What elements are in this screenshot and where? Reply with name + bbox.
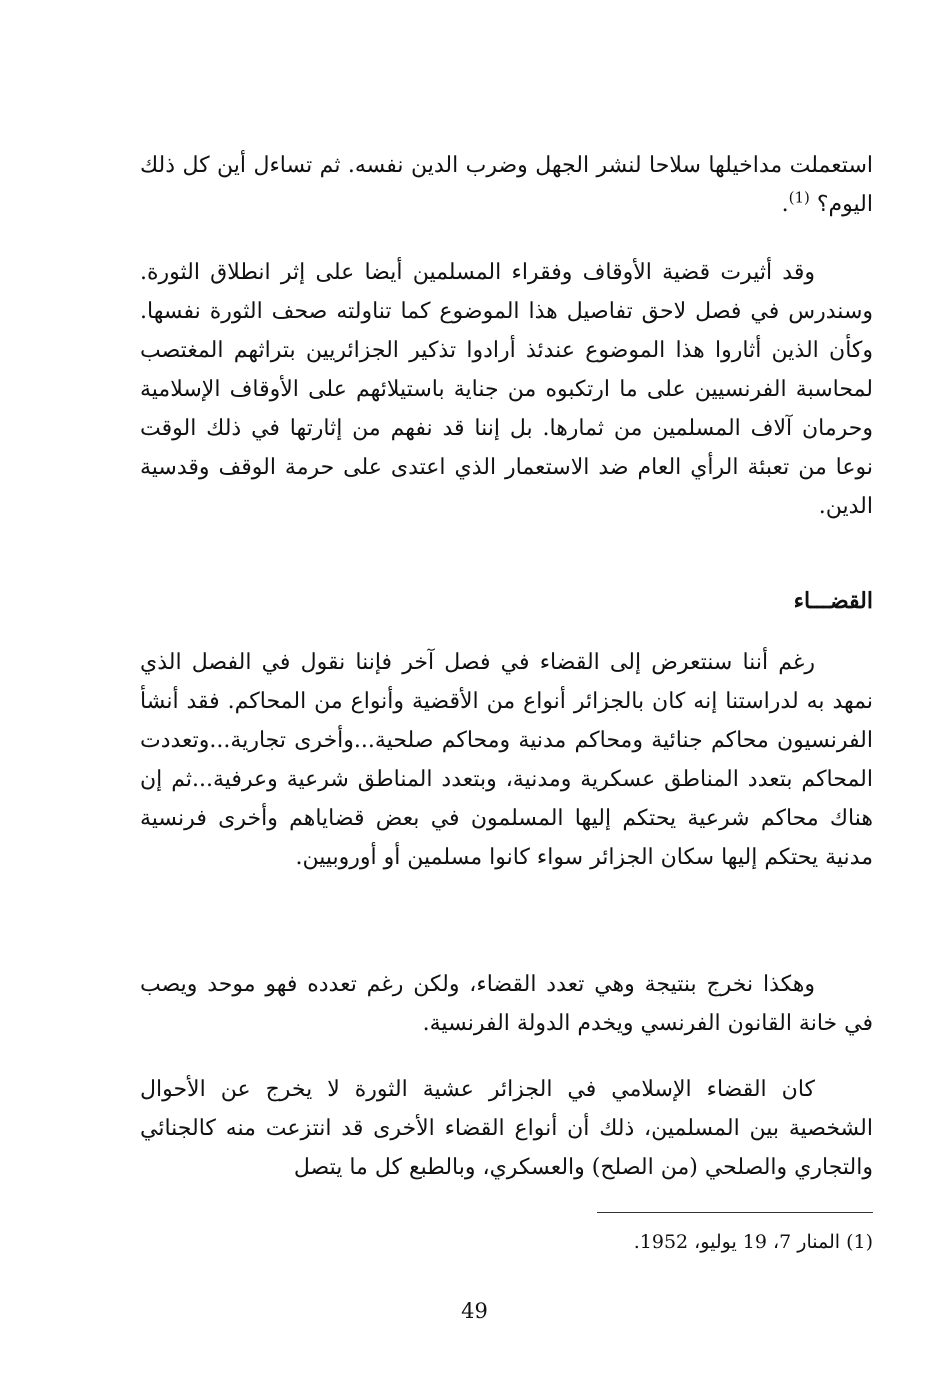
section-heading: القضـــاء <box>793 588 873 614</box>
paragraph-text: استعملت مداخيلها سلاحا لنشر الجهل وضرب الدين نفسه. ثم تساءل أين كل ذلك اليوم؟ <box>140 153 873 217</box>
paragraph-text: وهكذا نخرج بنتيجة وهي تعدد القضاء، ولكن رغم تعدده فهو موحد ويصب في خانة القانون الفرنسي ويخدم الدولة الفرنسية. <box>140 972 873 1036</box>
paragraph-awqaf <box>140 253 873 526</box>
footnote: (1) المنار 7، 19 يوليو، 1952. <box>633 1231 873 1253</box>
paragraph-end-mark: . <box>781 192 789 217</box>
paragraph-text: وقد أثيرت قضية الأوقاف وفقراء المسلمين أيضا على إثر انطلاق الثورة. وسندرس في فصل لاحق تفاصيل هذا الموضوع كما تناولته صحف الثورة نفسها. وكأن الذين أثاروا هذا الموضوع عندئذ أرادوا تذكير الجزائريين بتراثهم المغتصب لمحاسبة الفرنسيين على ما ارتكبوه من جناية باستيلائهم على الأوقاف الإسلامية وحرمان آلاف المسلمين من ثمارها. بل إننا قد نفهم من إثارتها في ذلك الوقت نوعا من تعبئة الرأي العام ضد الاستعمار الذي اعتدى على حرمة الوقف وقدسية الدين. <box>140 260 873 519</box>
footnote-reference[interactable]: (1) <box>788 188 810 207</box>
footnote-divider <box>597 1212 873 1213</box>
paragraph-courts <box>140 643 873 877</box>
paragraph-text: كان القضاء الإسلامي في الجزائر عشية الثورة لا يخرج عن الأحوال الشخصية بين المسلمين، ذلك أن أنواع القضاء الأخرى قد انتزعت منه كالجنائي والتجاري والصلحي (من الصلح) والعسكري، وبالطبع كل ما يتصل <box>140 1077 873 1180</box>
paragraph-unified-judiciary <box>140 965 873 1043</box>
page-number: 49 <box>461 1299 488 1323</box>
paragraph-text: رغم أننا سنتعرض إلى القضاء في فصل آخر فإننا نقول في الفصل الذي نمهد به لدراستنا إنه كان بالجزائر أنواع من الأقضية وأنواع من المحاكم. فقد أنشأ الفرنسيون محاكم جنائية ومحاكم مدنية ومحاكم صلحية...وأخرى تجارية...وتعددت المحاكم بتعدد المناطق عسكرية ومدنية، وبتعدد المناطق شرعية وعرفية...ثم إن هناك محاكم شرعية يحتكم إليها المسلمون في بعض قضاياهم وأخرى فرنسية مدنية يحتكم إليها سكان الجزائر سواء كانوا مسلمين أو أوروبيين. <box>140 650 873 870</box>
paragraph-islamic-judiciary <box>140 1070 873 1187</box>
paragraph-continuation <box>140 146 873 224</box>
